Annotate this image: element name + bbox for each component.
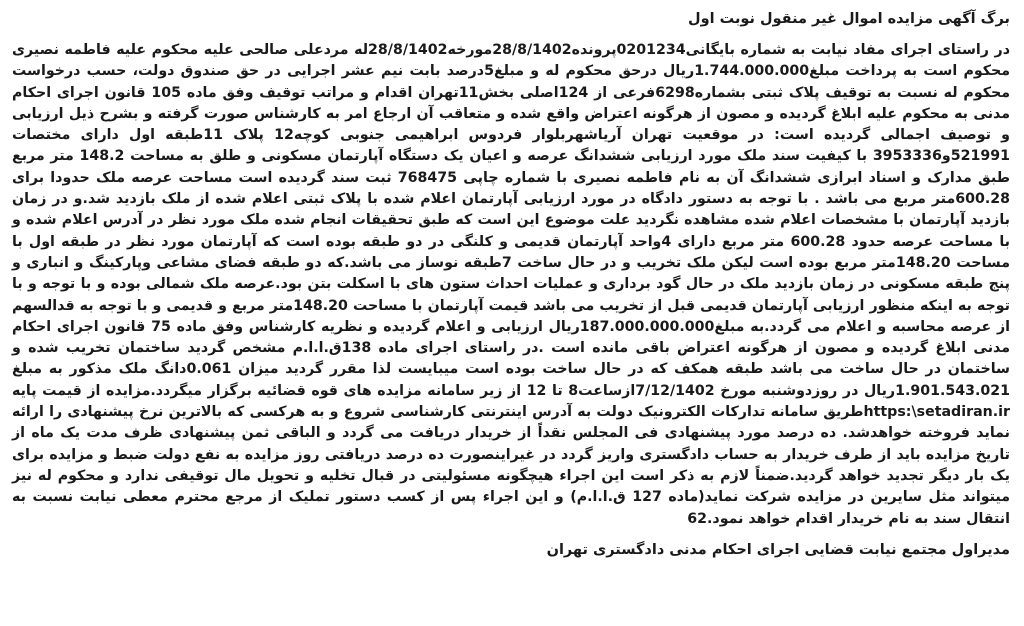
notice-signature: مدیراول مجتمع نیابت قضایی اجرای احکام مدنی دادگستری تهران xyxy=(546,541,1010,558)
notice-body: در راستای اجرای مفاد نیابت به شماره بایگانی0201234پرونده28/8/1402مورخه28/8/1402له مردعلی صالحی علیه محکوم علیه فاطمه نصیری محکوم است به پرداخت مبلغ1.744.000.000ریال درحق محکوم له و مبلغ5درصد بابت نیم عشر اجرایی در حق صندوق دولت، حسب درخواست محکوم له نسبت به توقیف پلاک ثبتی بشماره6298فرعی از 124اصلی بخش11تهران اقدام و مراتب توقیف وفق ماده 105 قانون اجرای احکام مدنی به محکوم علیه ابلاغ گردیده و مصون از هرگونه اعتراض واقع شده و متعاقب آن ارجاع امر به کارشناس صورت گرفته و بشرح ذیل ارزیابی و توصیف اجمالی گردیده است: در موقعیت تهران آریاشهربلوار فردوس ابراهیمی جنوبی کوچه12 پلاک 11طبقه اول دارای مختصات 521991و3953336 با کیفیت سند ملک مورد ارزیابی ششدانگ عرصه و اعیان یک دستگاه آپارتمان مسکونی و طلق به مساحت 148.2 متر مربع طبق مدارک و اسناد ابرازی ششدانگ آن به نام فاطمه نصیری با شماره چاپی 768475 ثبت سند گردیده است مساحت عرصه ملک حدودا برای 600.28متر مربع می باشد . با توجه به دستور دادگاه در مورد ارزیابی آپارتمان اعلام شده با پلاک ثبتی اعلام شده از ملک بازدید شد.و در زمان بازدید آپارتمان با مشخصات اعلام شده مشاهده نگردید علت موضوع این است که طبق تحقیقات انجام شده ملک مورد نظر در آدرس اعلام شده و با مساحت عرصه حدود 600.28 متر مربع دارای 4واحد آپارتمان قدیمی و کلنگی در دو طبقه بوده است که آپارتمان مورد نظر در طبقه اول با مساحت 148.20متر مربع بوده است لیکن ملک تخریب و در حال ساخت 7طبقه نوساز می باشد.که دو طبقه فضای مشاعی وپارکینگ و انباری و پنج طبقه مسکونی در زمان بازدید ملک در حال گود برداری و عملیات احداث ستون های با اسکلت بتن بود.عرصه ملک شمالی بوده و با توجه و با توجه به اینکه منظور ارزیابی آپارتمان قدیمی قبل از تخریب می باشد قیمت آپارتمان با مساحت 148.20متر مربع و قدیمی و با توجه به قدالسهم از عرصه محاسبه و اعلام می گردد.به مبلغ187.000.000.000ریال ارزیابی و اعلام گردیده و نظریه کارشناس وفق ماده 75 قانون اجرای احکام مدنی ابلاغ گردیده و مصون از هرگونه اعتراض باقی مانده است .در راستای اجرای ماده 138ق.ا.ا.م مشخص گردید ساختمان تخریب شده و ساختمان در حال ساخت می باشد طبقه همکف که در حال ساخت بوده است میبایست لذا مقرر گردید میزان 0.061دانگ ملک مذکور به مبلغ 1.901.543.021ریال در روزدوشنبه مورخ 7/12/1402ازساعت8 تا 12 از زیر سامانه مزایده های قوه قضائیه برگزار میگردد.مزایده از قیمت پایه https:\setadiran.irطریق سامانه تدارکات الکترونیک دولت به آدرس اینترنتی کارشناسی شروع و به هرکسی که بالاترین نرخ پیشنهادی را ارائه نماید فروخته خواهدشد. ده درصد مورد پیشنهادی فی المجلس نقداً از خریدار دریافت می گردد و الباقی ثمن پیشنهادی ظرف مدت یک ماه از تاریخ مزایده باید از طرف خریدار به حساب دادگستری واریز گردد در غیراینصورت ده درصد دریافتی روز مزایده به نفع دولت ضبط و مزایده برای یک بار دیگر تجدید خواهد گردید.ضمناً لازم به ذکر است این اجراء هیچگونه مسئولیتی در قبال تخلیه و تحویل مال توقیفی ندارد و محکوم له نیز میتواند مثل سایرین در مزایده شرکت نماید(ماده 127 ق.ا.ا.م) و این اجراء پس از کسب دستور تملیک از مرجع محترم معطی نیابت نسبت به انتقال سند به نام خریدار اقدام خواهد نمود.62 xyxy=(12,42,1010,527)
notice-title: برگ آگهی مزایده اموال غیر منقول نوبت اول xyxy=(688,11,1010,27)
